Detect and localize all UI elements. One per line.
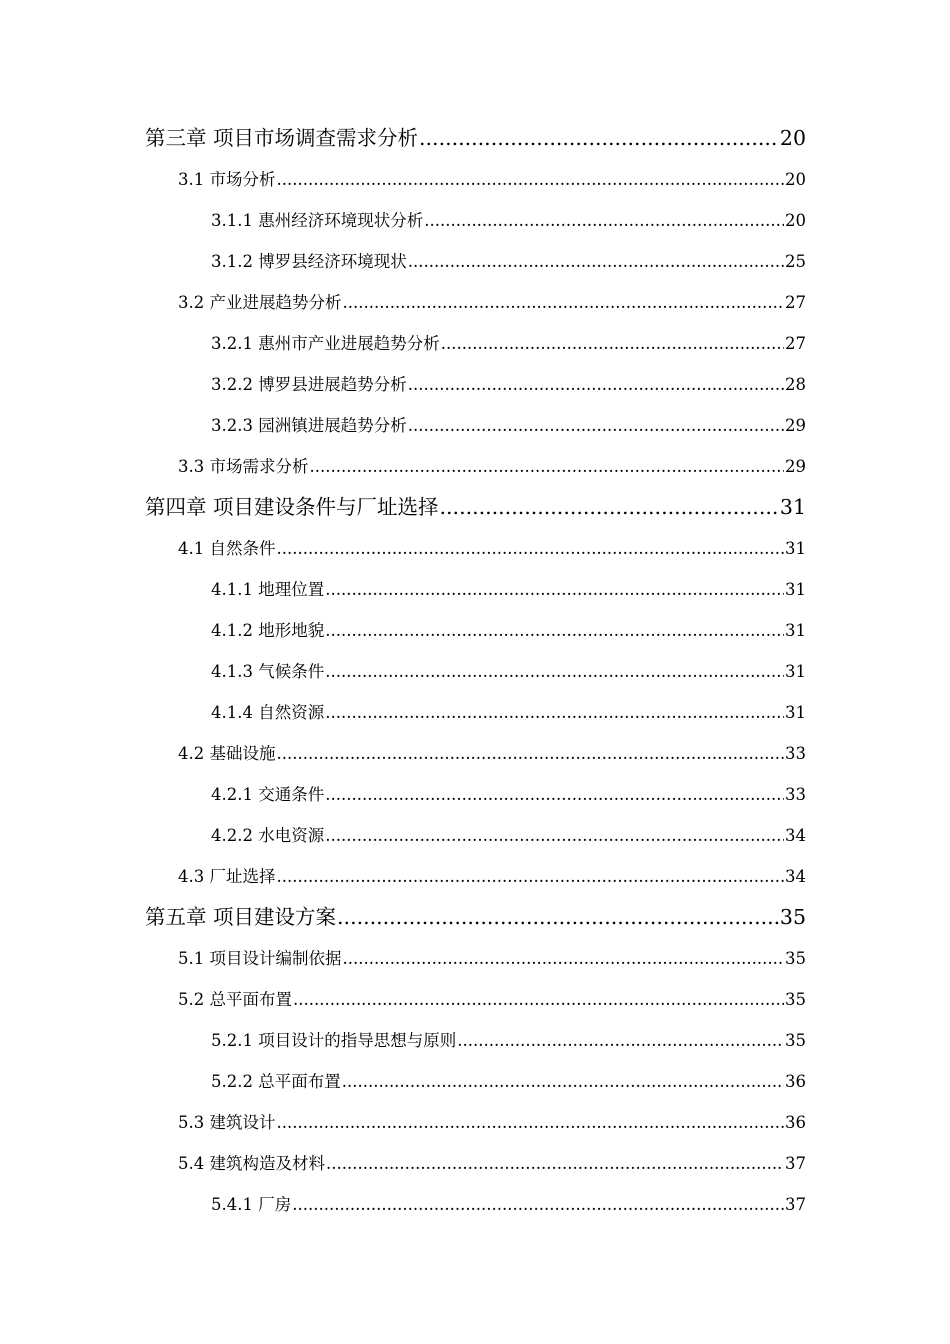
- toc-leader-dots: [408, 241, 784, 282]
- toc-entry-page: 20: [779, 126, 806, 150]
- toc-leader-dots: [292, 1184, 784, 1225]
- toc-entry-title: 第三章 项目市场调查需求分析: [145, 126, 419, 150]
- toc-entry-title: 5.2 总平面布置: [178, 990, 292, 1009]
- toc-entry-title: 5.4.1 厂房: [211, 1195, 292, 1214]
- toc-leader-dots: [424, 200, 784, 241]
- toc-entry-page: 31: [785, 662, 806, 681]
- toc-entry-title: 第四章 项目建设条件与厂址选择: [145, 495, 439, 519]
- toc-entry-title: 4.2.2 水电资源: [211, 826, 325, 845]
- toc-entry[interactable]: [0, 979, 950, 1020]
- toc-entry[interactable]: [0, 118, 950, 159]
- toc-entry-page: 35: [785, 1031, 806, 1050]
- toc-entry[interactable]: [0, 241, 950, 282]
- toc-entry[interactable]: [0, 446, 950, 487]
- toc-entry-page: 35: [785, 990, 806, 1009]
- toc-entry-page: 29: [785, 457, 806, 476]
- toc-entry-title: 5.2.2 总平面布置: [211, 1072, 341, 1091]
- toc-leader-dots: [277, 159, 785, 200]
- toc-entry-title: 3.1.2 博罗县经济环境现状: [211, 252, 407, 271]
- toc-entry-title: 3.2 产业进展趋势分析: [178, 293, 342, 312]
- toc-leader-dots: [343, 938, 785, 979]
- toc-leader-dots: [343, 282, 785, 323]
- toc-leader-dots: [342, 1061, 784, 1102]
- toc-entry-title: 4.3 厂址选择: [178, 867, 276, 886]
- toc-entry-title: 3.2.3 园洲镇进展趋势分析: [211, 416, 407, 435]
- toc-entry-title: 3.2.2 博罗县进展趋势分析: [211, 375, 407, 394]
- toc-leader-dots: [293, 979, 784, 1020]
- toc-entry-page: 27: [785, 293, 806, 312]
- toc-leader-dots: [408, 405, 784, 446]
- toc-leader-dots: [325, 610, 784, 651]
- toc-entry-page: 27: [785, 334, 806, 353]
- toc-leader-dots: [277, 733, 785, 774]
- toc-entry-page: 28: [785, 375, 806, 394]
- toc-entry-page: 31: [785, 621, 806, 640]
- toc-entry-title: 3.1 市场分析: [178, 170, 276, 189]
- toc-leader-dots: [457, 1020, 784, 1061]
- toc-entry-title: 4.2.1 交通条件: [211, 785, 325, 804]
- toc-leader-dots: [277, 1102, 785, 1143]
- toc-leader-dots: [440, 487, 779, 528]
- toc-entry-title: 4.2 基础设施: [178, 744, 276, 763]
- toc-entry-page: 37: [785, 1154, 806, 1173]
- toc-entry[interactable]: [0, 815, 950, 856]
- toc-entry-title: 5.4 建筑构造及材料: [178, 1154, 325, 1173]
- toc-leader-dots: [419, 118, 779, 159]
- toc-entry[interactable]: [0, 1061, 950, 1102]
- toc-entry[interactable]: [0, 200, 950, 241]
- toc-entry[interactable]: [0, 405, 950, 446]
- toc-entry-page: 29: [785, 416, 806, 435]
- toc-leader-dots: [325, 774, 784, 815]
- toc-leader-dots: [277, 856, 785, 897]
- toc-entry[interactable]: [0, 569, 950, 610]
- toc-entry-page: 31: [785, 703, 806, 722]
- toc-entry-page: 35: [779, 905, 806, 929]
- toc-entry-page: 36: [785, 1072, 806, 1091]
- toc-entry-title: 5.2.1 项目设计的指导思想与原则: [211, 1031, 457, 1050]
- toc-entry[interactable]: [0, 1184, 950, 1225]
- toc-entry[interactable]: [0, 1143, 950, 1184]
- toc-entry-page: 34: [785, 867, 806, 886]
- toc-leader-dots: [325, 815, 784, 856]
- toc-entry-title: 3.3 市场需求分析: [178, 457, 309, 476]
- toc-entry-title: 3.2.1 惠州市产业进展趋势分析: [211, 334, 440, 353]
- toc-entry[interactable]: [0, 856, 950, 897]
- toc-entry-title: 4.1 自然条件: [178, 539, 276, 558]
- toc-entry[interactable]: [0, 528, 950, 569]
- toc-entry[interactable]: [0, 733, 950, 774]
- toc-entry-page: 37: [785, 1195, 806, 1214]
- toc-entry-title: 4.1.1 地理位置: [211, 580, 325, 599]
- toc-entry-page: 35: [785, 949, 806, 968]
- toc-entry-page: 20: [785, 211, 806, 230]
- toc-entry-page: 20: [785, 170, 806, 189]
- toc-entry[interactable]: [0, 364, 950, 405]
- toc-leader-dots: [326, 1143, 784, 1184]
- toc-entry-title: 5.3 建筑设计: [178, 1113, 276, 1132]
- toc-entry-page: 34: [785, 826, 806, 845]
- toc-leader-dots: [337, 897, 779, 938]
- table-of-contents: [0, 118, 950, 1225]
- toc-entry-title: 4.1.4 自然资源: [211, 703, 325, 722]
- toc-entry[interactable]: [0, 1020, 950, 1061]
- toc-entry-page: 36: [785, 1113, 806, 1132]
- toc-entry[interactable]: [0, 774, 950, 815]
- toc-entry[interactable]: [0, 159, 950, 200]
- toc-entry-page: 33: [785, 785, 806, 804]
- toc-entry-page: 33: [785, 744, 806, 763]
- toc-leader-dots: [310, 446, 785, 487]
- toc-entry[interactable]: [0, 692, 950, 733]
- toc-entry-page: 25: [785, 252, 806, 271]
- toc-entry[interactable]: [0, 282, 950, 323]
- toc-entry[interactable]: [0, 610, 950, 651]
- toc-entry[interactable]: [0, 938, 950, 979]
- toc-entry-page: 31: [785, 539, 806, 558]
- toc-leader-dots: [277, 528, 785, 569]
- toc-entry-title: 第五章 项目建设方案: [145, 905, 337, 929]
- toc-entry-title: 4.1.3 气候条件: [211, 662, 325, 681]
- toc-entry[interactable]: [0, 487, 950, 528]
- toc-entry-title: 5.1 项目设计编制依据: [178, 949, 342, 968]
- toc-entry-title: 3.1.1 惠州经济环境现状分析: [211, 211, 424, 230]
- toc-entry[interactable]: [0, 651, 950, 692]
- toc-entry[interactable]: [0, 1102, 950, 1143]
- toc-leader-dots: [325, 692, 784, 733]
- toc-leader-dots: [408, 364, 784, 405]
- toc-leader-dots: [325, 569, 784, 610]
- toc-entry[interactable]: [0, 323, 950, 364]
- toc-leader-dots: [325, 651, 784, 692]
- toc-entry-page: 31: [785, 580, 806, 599]
- toc-entry-title: 4.1.2 地形地貌: [211, 621, 325, 640]
- toc-leader-dots: [441, 323, 784, 364]
- toc-entry[interactable]: [0, 897, 950, 938]
- toc-entry-page: 31: [779, 495, 806, 519]
